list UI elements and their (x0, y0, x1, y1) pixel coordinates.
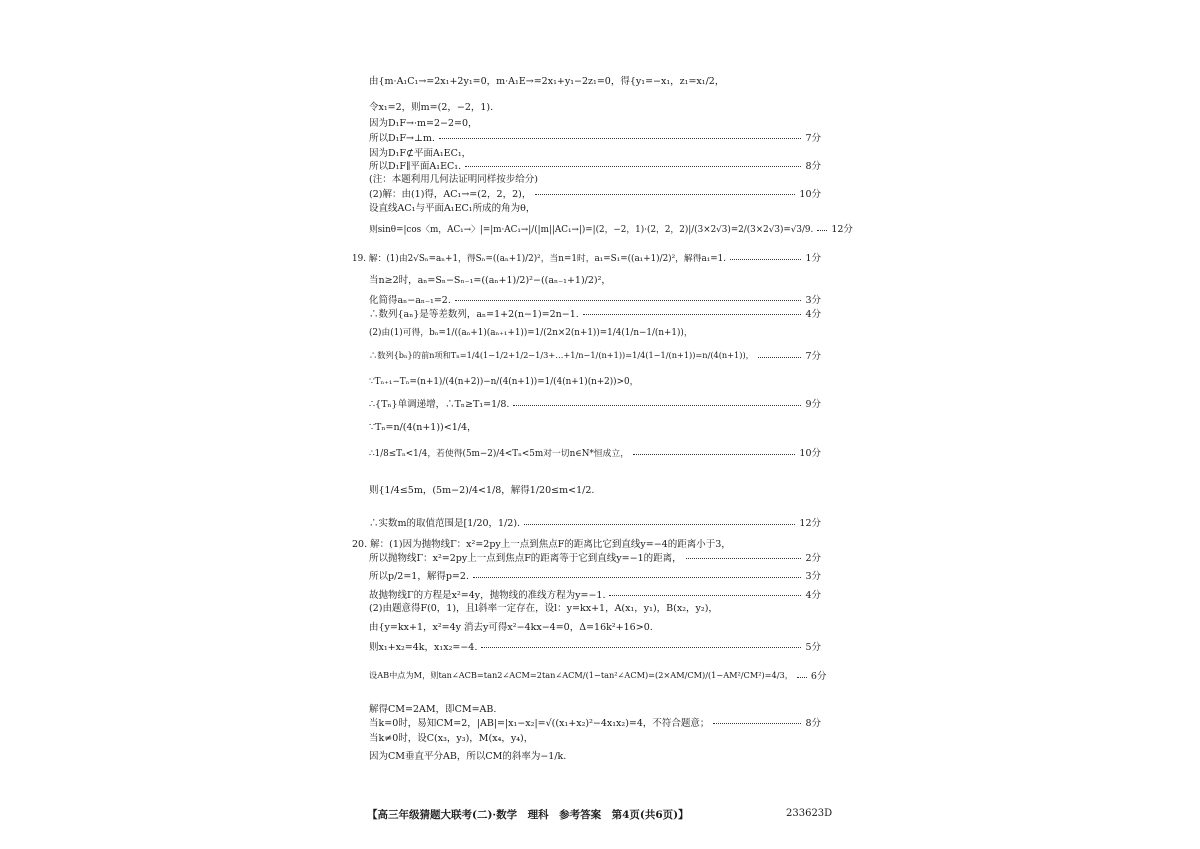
line-4: 所以D₁F→⊥m. 7分 (369, 132, 821, 144)
line-12: 当n≥2时，aₙ=Sₙ−Sₙ₋₁=((aₙ+1)/2)²−((aₙ₋₁+1)/2)²， (369, 275, 611, 286)
line-1: 由{m·A₁C₁→=2x₁+2y₁=0，m·A₁E→=2x₁+y₁−2z₁=0，得{y₁=−x₁，z₁=x₁/2， (369, 76, 725, 87)
line-31: 解得CM=2AM，即CM=AB. (369, 703, 497, 715)
line-29: 则x₁+x₂=4k，x₁x₂=−4. 5分 (369, 641, 821, 653)
line-19: ∵Tₙ=n/(4(n+1))<1/4， (369, 422, 477, 433)
document-code: 233623D (786, 808, 833, 819)
line-33: 当k≠0时，设C(x₃，y₃)，M(x₄，y₄)， (369, 732, 534, 744)
line-9: 设直线AC₁与平面A₁EC₁所成的角为θ， (369, 202, 536, 214)
line-22: ∴实数m的取值范围是[1/20，1/2). 12分 (369, 518, 821, 529)
line-30: 设AB中点为M，则tan∠ACB=tan2∠ACM=2tan∠ACM/(1−tan²∠ACM)=(2×AM/CM)/(1−AM²/CM²)=4/3， 6分 (369, 669, 827, 682)
line-11: 19. 解：(1)由2√Sₙ=aₙ+1，得Sₙ=((aₙ+1)/2)²，当n=1时，a₁=S₁=((a₁+1)/2)²，解得a₁=1. 1分 (352, 253, 821, 264)
line-18: ∴{Tₙ}单调递增，∴Tₙ≥T₁=1/8. 9分 (369, 399, 821, 410)
line-7: (注：本题利用几何法证明同样按步给分) (369, 173, 538, 185)
line-28: 由{y=kx+1，x²=4y 消去y可得x²−4kx−4=0，Δ=16k²+16>0. (369, 622, 653, 633)
line-14: ∴数列{aₙ}是等差数列，aₙ=1+2(n−1)=2n−1. 4分 (369, 308, 821, 320)
line-23: 20. 解：(1)因为抛物线Γ：x²=2py上一点到焦点F的距离比它到直线y=−4的距离小于3， (352, 538, 731, 550)
line-25: 所以p/2=1，解得p=2. 3分 (369, 571, 821, 582)
line-13: 化简得aₙ−aₙ₋₁=2. 3分 (369, 294, 821, 306)
line-34: 因为CM垂直平分AB，所以CM的斜率为−1/k. (369, 751, 567, 762)
line-15: (2)由(1)可得，bₙ=1/((aₙ+1)(aₙ₊₁+1))=1/(2n×2(n+1))=1/4(1/n−1/(n+1))， (369, 327, 693, 338)
line-20: ∴1/8≤Tₙ<1/4，若使得(5m−2)/4<Tₙ<5m对一切n∈N*恒成立， 10分 (369, 448, 821, 459)
line-5: 因为D₁F⊄平面A₁EC₁， (369, 147, 472, 159)
line-26: 故抛物线Γ的方程是x²=4y，抛物线的准线方程为y=−1. 4分 (369, 589, 821, 601)
line-10: 则sinθ=|cos〈m，AC₁→〉|=|m·AC₁→|/(|m||AC₁→|)=|(2，−2，1)·(2，2，2)|/(3×2√3)=2/(3×2√3)=√3/9. 12分 (369, 224, 853, 235)
line-6: 所以D₁F∥平面A₁EC₁. 8分 (369, 160, 821, 172)
line-17: ∵Tₙ₊₁−Tₙ=(n+1)/(4(n+2))−n/(4(n+1))=1/(4(n+1)(n+2))>0， (369, 376, 639, 387)
line-2: 令x₁=2，则m=(2，−2，1). (369, 101, 494, 113)
page-footer: 【高三年级猜题大联考(二)·数学 理科 参考答案 第4页(共6页)】 (367, 809, 689, 821)
line-24: 所以抛物线Γ：x²=2py上一点到焦点F的距离等于它到直线y=−1的距离， 2分 (369, 552, 821, 564)
line-3: 因为D₁F→·m=2−2=0， (369, 117, 478, 129)
line-21: 则{1/4≤5m，(5m−2)/4<1/8，解得1/20≤m<1/2. (369, 485, 595, 496)
line-32: 当k=0时，易知CM=2，|AB|=|x₁−x₂|=√((x₁+x₂)²−4x₁x₂)=4，不符合题意； 8分 (369, 717, 821, 729)
line-16: ∴数列{bₙ}的前n项和Tₙ=1/4(1−1/2+1/2−1/3+…+1/n−1/(n+1))=1/4(1−1/(n+1))=n/(4(n+1))， 7分 (369, 349, 821, 362)
line-8: (2)解：由(1)得，AC₁→=(2，2，2)， 10分 (369, 188, 821, 200)
line-27: (2)由题意得F(0，1)，且l斜率一定存在，设l：y=kx+1，A(x₁，y₁)，B(x₂，y₂)， (369, 602, 718, 614)
